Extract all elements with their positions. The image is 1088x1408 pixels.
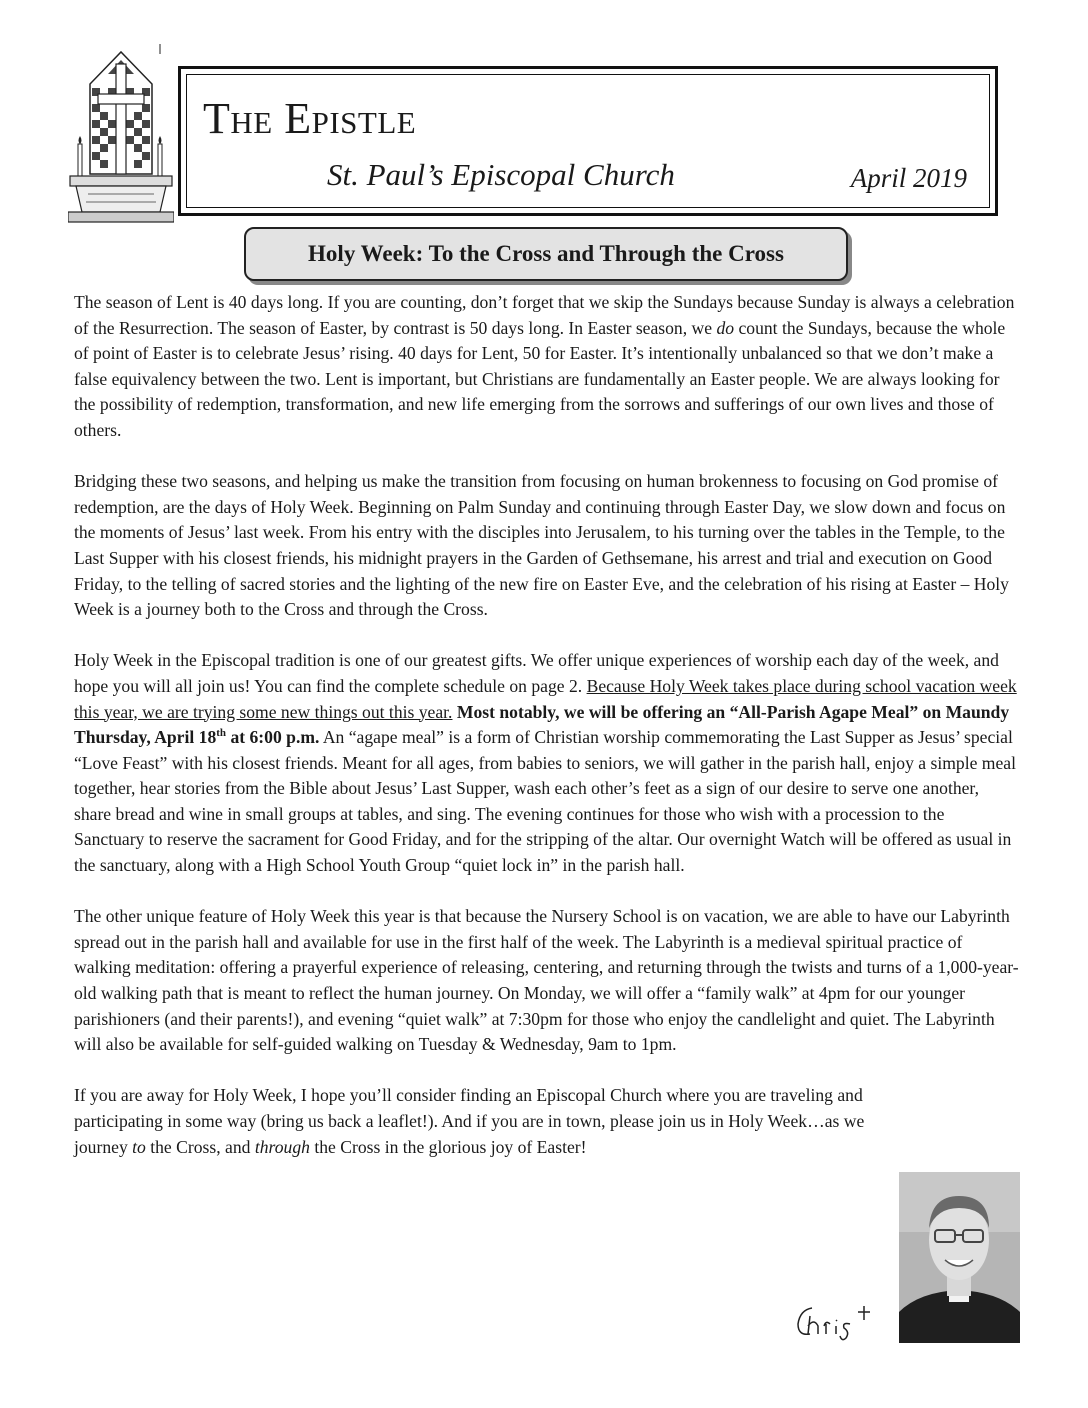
issue-date: April 2019 [850,163,967,193]
newsletter-title: The Epistle [203,94,417,143]
paragraph-3-text: Holy Week in the Episcopal tradition is one of our greatest gifts. We offer unique experiences of worship each day of the week, and hope you will all join us! You can find the complete schedule on page 2. [74,650,999,696]
paragraph-5-to: to [132,1136,146,1157]
paragraph-2: Bridging these two seasons, and helping us make the transition from focusing on human brokenness to focusing on God promise of redemption, are the days of Holy Week. Beginning on Palm Sunday and continuing through Easter Day, we slow down and focus on the moments of Jesus’ last week. From his entry with the disciples into Jerusalem, to his turning over the tables in the Temple, to the Last Supper with his closest friends, his midnight prayers in the Garden of Gethsemane, his arrest and trial and execution on Good Friday, to the telling of sacred stories and the lighting of the new fire on Easter Eve, and the celebration of his rising at Easter – Holy Week is a journey both to the Cross and through the Cross. [74,471,1009,620]
paragraph-3-underline: Because Holy Week takes place during school vacation week this year, we are trying some new things out this year. [74,675,1017,722]
article-headline: Holy Week: To the Cross and Through the Cross [244,227,848,281]
paragraph-3 [74,648,1019,878]
date-superscript: th [216,727,227,740]
paragraph-1-we: we [691,317,713,338]
portrait-icon [899,1172,1020,1343]
paragraph-5-text: If you are away for Holy Week, I hope you’ll consider finding an Episcopal Church where you are traveling and participating in some way (bring us back a leaflet!). And if you are in town, please join us in Holy Week…as we journey [74,1085,865,1157]
agape-meal-time: at 6:00 p.m. [230,727,320,748]
paragraph-5-end: the Cross in the glorious joy of Easter! [314,1136,587,1157]
paragraph-5-mid: the Cross, and [150,1136,251,1157]
paragraph-5-through: through [254,1136,310,1157]
paragraph-3-rest: An “agape meal” is a form of Christian worship commemorating the Last Supper as Jesus’ special “Love Feast” with his closest friends. Meant for all ages, from babies to seniors, we will gather in the parish hall, enjoy a simple meal together, hear stories from the Bible about Jesus’ Last Supper, wash each other’s feet as a sign of our desire to serve one another, share bread and wine in small groups at tables, and sing. The evening continues for those who wish with a procession to the Sanctuary to reserve the sacrament for Good Friday, and for the stripping of the altar. Our overnight Watch will be offered as usual in the sanctuary, along with a High School Youth Group “quiet lock in” in the parish hall. [74,727,1016,876]
paragraph-5 [74,1083,904,1160]
church-window-logo-icon [68,44,174,230]
church-name: St. Paul’s Episcopal Church [327,157,675,192]
paragraph-4: The other unique feature of Holy Week this year is that because the Nursery School is on vacation, we are able to have our Labyrinth spread out in the parish hall and available for use in the first half of the week. The Labyrinth is a medieval spiritual practice of walking meditation: offering a prayerful experience of releasing, centering, and returning through the twists and turns of a 1,000-year-old walking path that is meant to reflect the human journey. On Monday, we will offer a “family walk” at 4pm for our younger parishioners (and their parents!), and evening “quiet walk” at 7:30pm for those who enjoy the candlelight and quiet. The Labyrinth will also be available for self-guided walking on Tuesday & Wednesday, 9am to 1pm. [74,906,1019,1055]
clergy-portrait-photo [899,1172,1020,1343]
article-body [74,290,1019,1186]
paragraph-1-emphasis: do [716,317,735,338]
agape-meal-announcement: Most notably, we will be offering an “All-Parish Agape Meal” on Maundy Thursday, April 18 [74,701,1010,748]
masthead [178,66,998,216]
paragraph-1-rest: count the Sundays, because the whole of point of Easter is to celebrate Jesus’ rising. 40 days for Lent, 50 for Easter. It’s intentionally unbalanced so that we don’t make a false equivalency between the two. Lent is important, but Christians are fundamentally an Easter people. We are always looking for the possibility of redemption, transformation, and new life emerging from the sorrows and sufferings of our own lives and those of others. [74,317,1006,440]
paragraph-1 [74,290,1019,444]
paragraph-1-text: The season of Lent is 40 days long. If you are counting, don’t forget that we skip the Sundays because Sunday is always a celebration of the Resurrection. The season of Easter, by contrast is 50 days long. In Easter season, [74,292,1015,338]
chris-signature-icon [792,1296,882,1346]
